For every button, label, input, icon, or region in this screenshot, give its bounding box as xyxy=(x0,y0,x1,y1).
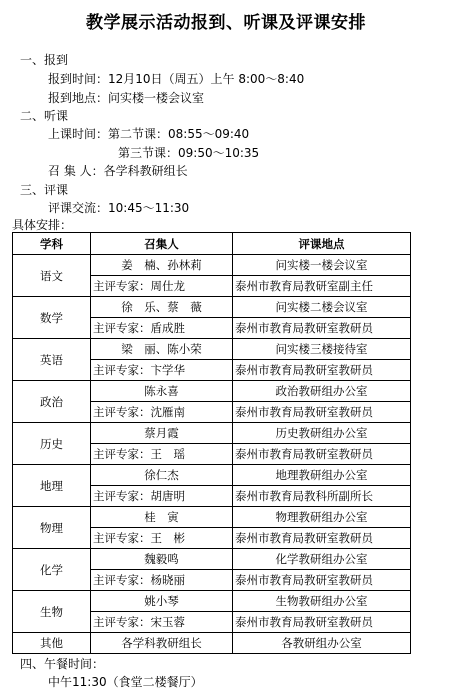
subject-cell: 历史 xyxy=(13,423,91,465)
expert-cell: 主评专家：宋玉蓉 xyxy=(91,612,233,633)
section-2-heading: 二、听课 xyxy=(20,109,69,123)
expert-cell: 主评专家：盾成胜 xyxy=(91,318,233,339)
subject-cell: 语文 xyxy=(13,255,91,297)
table-header-row xyxy=(13,233,411,255)
location-cell: 生物教研组办公室 xyxy=(233,591,411,612)
table-row xyxy=(13,297,411,318)
expert-cell: 主评专家：杨晓丽 xyxy=(91,570,233,591)
subject-cell: 英语 xyxy=(13,339,91,381)
expert-unit-cell: 泰州市教育局教研室教研员 xyxy=(233,612,411,633)
convener-line: 召 集 人：各学科教研组长 xyxy=(48,164,188,178)
convener-cell: 姜 楠、孙林莉 xyxy=(91,255,233,276)
expert-unit-cell: 泰州市教育局教研室教研员 xyxy=(233,528,411,549)
subject-cell: 地理 xyxy=(13,465,91,507)
expert-cell: 主评专家：王 瑶 xyxy=(91,444,233,465)
location-cell: 问实楼一楼会议室 xyxy=(233,255,411,276)
header-convener: 召集人 xyxy=(91,233,233,255)
section-3-heading: 三、评课 xyxy=(20,183,69,197)
subject-cell: 物理 xyxy=(13,507,91,549)
lunch-time: 中午11:30（食堂二楼餐厅） xyxy=(48,675,203,689)
table-row xyxy=(13,549,411,570)
location-cell: 问实楼三楼接待室 xyxy=(233,339,411,360)
expert-unit-cell: 泰州市教育局教科所副所长 xyxy=(233,486,411,507)
convener-cell: 徐 乐、蔡 薇 xyxy=(91,297,233,318)
subject-cell: 生物 xyxy=(13,591,91,633)
page-title: 教学展示活动报到、听课及评课安排 xyxy=(86,13,366,33)
schedule-table xyxy=(12,232,411,654)
section-4-heading: 四、午餐时间： xyxy=(20,657,105,671)
expert-unit-cell: 泰州市教育局教研室教研员 xyxy=(233,570,411,591)
details-label: 具体安排： xyxy=(12,218,73,232)
convener-cell: 蔡月霞 xyxy=(91,423,233,444)
subject-cell: 政治 xyxy=(13,381,91,423)
convener-cell: 徐仁杰 xyxy=(91,465,233,486)
convener-cell: 姚小琴 xyxy=(91,591,233,612)
checkin-time: 报到时间：12月10日（周五）上午 8:00～8:40 xyxy=(48,72,305,86)
subject-cell: 其他 xyxy=(13,633,91,654)
expert-unit-cell: 泰州市教育局教研室教研员 xyxy=(233,360,411,381)
convener-cell: 魏毅鸣 xyxy=(91,549,233,570)
expert-unit-cell: 泰州市教育局教研室副主任 xyxy=(233,276,411,297)
convener-cell: 梁 丽、陈小荣 xyxy=(91,339,233,360)
class-time-period-3: 第三节课：09:50～10:35 xyxy=(118,146,260,160)
header-subject: 学科 xyxy=(13,233,91,255)
location-cell: 历史教研组办公室 xyxy=(233,423,411,444)
table-row xyxy=(13,507,411,528)
expert-cell: 主评专家：胡唐明 xyxy=(91,486,233,507)
location-cell: 物理教研组办公室 xyxy=(233,507,411,528)
location-cell: 政治教研组办公室 xyxy=(233,381,411,402)
subject-cell: 化学 xyxy=(13,549,91,591)
class-time-period-2: 上课时间：第二节课：08:55～09:40 xyxy=(48,127,250,141)
table-row xyxy=(13,339,411,360)
review-time: 评课交流：10:45～11:30 xyxy=(48,201,190,215)
location-cell: 化学教研组办公室 xyxy=(233,549,411,570)
expert-cell: 主评专家：王 彬 xyxy=(91,528,233,549)
table-row xyxy=(13,381,411,402)
convener-cell: 各学科教研组长 xyxy=(91,633,233,654)
expert-cell: 主评专家：卞学华 xyxy=(91,360,233,381)
expert-unit-cell: 泰州市教育局教研室教研员 xyxy=(233,318,411,339)
header-location: 评课地点 xyxy=(233,233,411,255)
convener-cell: 陈永喜 xyxy=(91,381,233,402)
subject-cell: 数学 xyxy=(13,297,91,339)
expert-unit-cell: 泰州市教育局教研室教研员 xyxy=(233,402,411,423)
table-row xyxy=(13,591,411,612)
expert-unit-cell: 泰州市教育局教研室教研员 xyxy=(233,444,411,465)
expert-cell: 主评专家：沈雁南 xyxy=(91,402,233,423)
convener-cell: 桂 寅 xyxy=(91,507,233,528)
expert-cell: 主评专家：周仕龙 xyxy=(91,276,233,297)
location-cell: 地理教研组办公室 xyxy=(233,465,411,486)
location-cell: 各教研组办公室 xyxy=(233,633,411,654)
checkin-place: 报到地点：问实楼一楼会议室 xyxy=(48,91,205,105)
table-row xyxy=(13,255,411,276)
table-row xyxy=(13,633,411,654)
table-row xyxy=(13,465,411,486)
table-row xyxy=(13,423,411,444)
section-1-heading: 一、报到 xyxy=(20,53,69,67)
location-cell: 问实楼二楼会议室 xyxy=(233,297,411,318)
